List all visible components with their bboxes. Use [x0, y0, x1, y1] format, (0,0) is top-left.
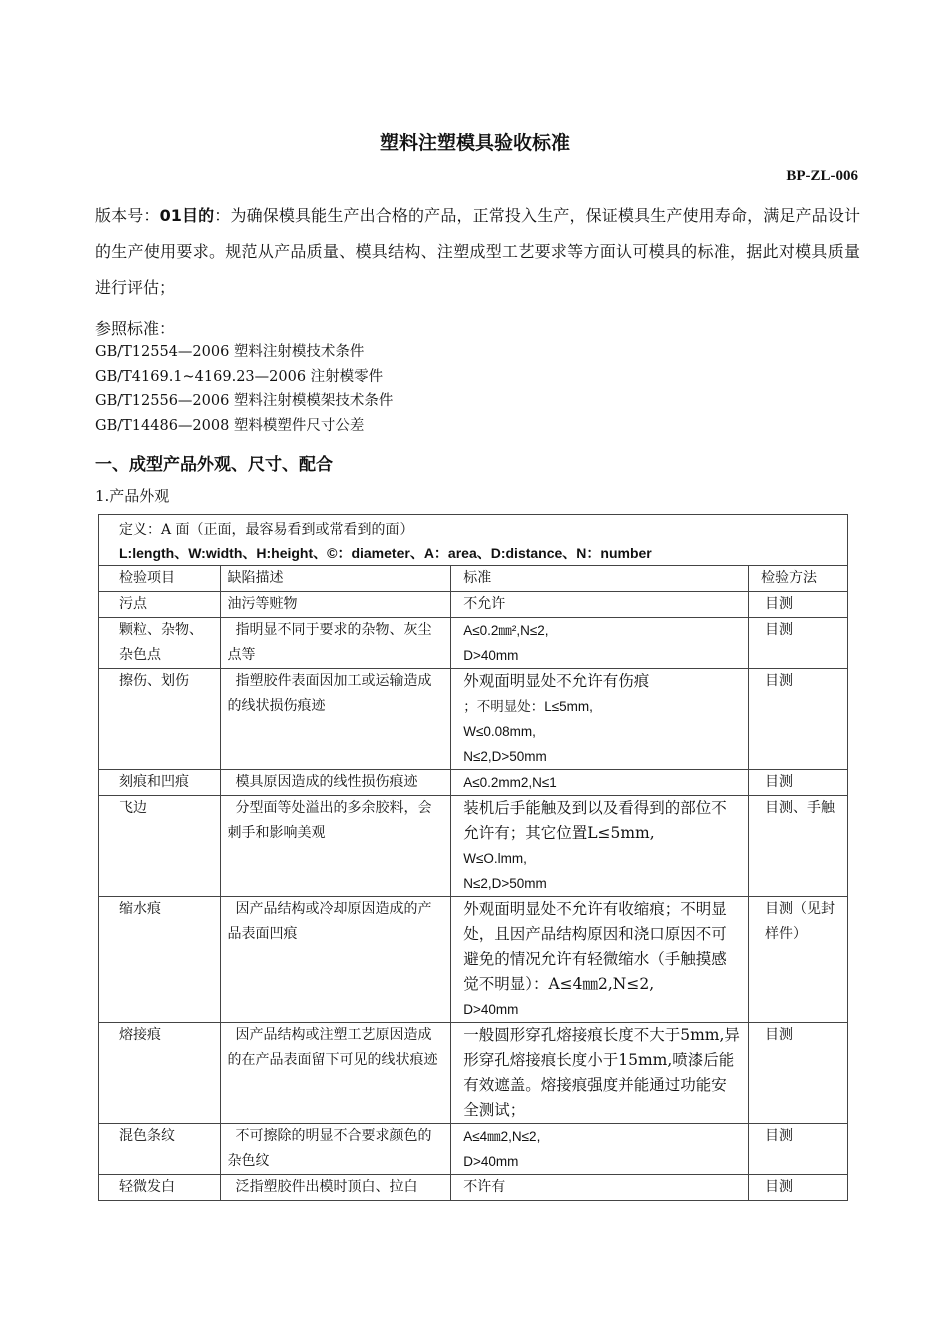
- standard-line: D>40mm: [463, 1154, 519, 1169]
- header-cell: 检验项目: [99, 566, 221, 592]
- description-cell: 分型面等处溢出的多余胶料，会刺手和影响美观: [221, 796, 451, 897]
- method-cell: 目测: [749, 1124, 848, 1175]
- item-cell: 轻微发白: [99, 1175, 221, 1201]
- subsection-heading: 1.产品外观: [95, 487, 170, 505]
- document-code: BP-ZL-006: [786, 168, 858, 184]
- standard-line: 不允许: [463, 596, 506, 612]
- table-row: [99, 618, 848, 669]
- definition-row: [99, 515, 848, 566]
- item-cell: 熔接痕: [99, 1023, 221, 1124]
- standard-cell: [451, 618, 749, 669]
- table-row: [99, 1175, 848, 1201]
- item-cell: 颗粒、杂物、杂色点: [99, 618, 221, 669]
- header-cell: 缺陷描述: [221, 566, 451, 592]
- item-cell: 污点: [99, 592, 221, 618]
- table-row: [99, 770, 848, 796]
- method-cell: 目测: [749, 770, 848, 796]
- section-heading: 一、成型产品外观、尺寸、配合: [95, 455, 333, 475]
- standard-line: 外观面明显处不允许有伤痕: [463, 672, 650, 690]
- description-cell: 指明显不同于要求的杂物、灰尘点等: [221, 618, 451, 669]
- method-cell: 目测: [749, 618, 848, 669]
- definition-line: 定义：A 面（正面，最容易看到或常看到的面）: [119, 522, 414, 538]
- reference-item: GB/T12554—2006 塑料注射模技术条件: [95, 344, 365, 360]
- standard-line: D>40mm: [463, 1002, 519, 1017]
- standard-cell: [451, 1124, 749, 1175]
- table-row: [99, 897, 848, 1023]
- standard-line: 一般圆形穿孔熔接痕长度不大于5mm,异形穿孔熔接痕长度小于15mm,喷漆后能有效遮盖。熔接痕强度并能通过功能安全测试；: [463, 1026, 740, 1119]
- standard-line: W≤O.lmm,: [463, 851, 527, 866]
- item-cell: 混色条纹: [99, 1124, 221, 1175]
- table-row: [99, 669, 848, 770]
- inspection-table: [98, 514, 848, 1201]
- standard-cell: [451, 897, 749, 1023]
- item-cell: 擦伤、划伤: [99, 669, 221, 770]
- standard-line: N≤2,D>50mm: [463, 749, 547, 764]
- standard-cell: [451, 669, 749, 770]
- table-row: [99, 592, 848, 618]
- table-row: [99, 1023, 848, 1124]
- method-cell: 目测: [749, 1023, 848, 1124]
- purpose-label: 01目的: [159, 206, 215, 225]
- item-cell: 飞边: [99, 796, 221, 897]
- standard-line: D>40mm: [463, 648, 519, 663]
- reference-heading: 参照标准：: [95, 319, 176, 338]
- standard-line: 不许有: [463, 1179, 506, 1195]
- method-cell: 目测: [749, 669, 848, 770]
- header-cell: 检验方法: [749, 566, 848, 592]
- table-row: [99, 1124, 848, 1175]
- standard-line: W≤0.08mm,: [463, 724, 536, 739]
- description-cell: 因产品结构或冷却原因造成的产品表面凹痕: [221, 897, 451, 1023]
- description-cell: 泛指塑胶件出模时顶白、拉白: [221, 1175, 451, 1201]
- standard-line: 外观面明显处不允许有收缩痕；不明显处，且因产品结构原因和浇口原因不可避免的情况允许有轻微缩水（手触摸感觉不明显）：A≤4㎜2,N≤2,: [463, 900, 727, 993]
- reference-item: GB/T14486—2008 塑料模塑件尺寸公差: [95, 417, 365, 434]
- item-cell: 缩水痕: [99, 897, 221, 1023]
- standard-line: N≤2,D>50mm: [463, 876, 547, 891]
- standard-cell: [451, 592, 749, 618]
- purpose-text: ：为确保模具能生产出合格的产品，正常投入生产，保证模具生产使用寿命，满足产品设计的生产使用要求。规范从产品质量、模具结构、注塑成型工艺要求等方面认可模具的标准，据此对模具质量进行评估；: [95, 206, 860, 297]
- standard-cell: [451, 1175, 749, 1201]
- version-label: 版本号：: [95, 206, 160, 225]
- table-row: [99, 796, 848, 897]
- description-cell: 指塑胶件表面因加工或运输造成的线状损伤痕迹: [221, 669, 451, 770]
- purpose-paragraph: [95, 198, 860, 306]
- standard-cell: [451, 796, 749, 897]
- description-cell: 不可擦除的明显不合要求颜色的杂色纹: [221, 1124, 451, 1175]
- standard-line: 装机后手能触及到以及看得到的部位不允许有；其它位置L≤5mm,: [463, 799, 727, 842]
- reference-item: GB/T12556—2006 塑料注射模模架技术条件: [95, 393, 394, 409]
- description-cell: 因产品结构或注塑工艺原因造成的在产品表面留下可见的线状痕迹: [221, 1023, 451, 1124]
- method-cell: 目测: [749, 1175, 848, 1201]
- header-cell: 标准: [451, 566, 749, 592]
- table-header-row: [99, 566, 848, 592]
- method-cell: 目测、手触: [749, 796, 848, 897]
- standard-line: ；不明显处：L≤5mm,: [463, 699, 593, 714]
- method-cell: 目测: [749, 592, 848, 618]
- standard-line: A≤0.2㎜²,N≤2,: [463, 623, 549, 638]
- reference-list: [95, 340, 393, 438]
- method-cell: 目测（见封样件）: [749, 897, 848, 1023]
- page-title: 塑料注塑模具验收标准: [379, 132, 570, 154]
- reference-item: GB/T4169.1~4169.23—2006 注射模零件: [95, 368, 384, 385]
- description-cell: 油污等赃物: [221, 592, 451, 618]
- description-cell: 模具原因造成的线性损伤痕迹: [221, 770, 451, 796]
- abbreviation-line: L:length、W:width、H:height、©：diameter、A：area、D:distance、N：number: [119, 545, 652, 561]
- standard-line: A≤4㎜2,N≤2,: [463, 1129, 541, 1144]
- standard-line: A≤0.2mm2,N≤1: [463, 775, 557, 790]
- standard-cell: [451, 770, 749, 796]
- item-cell: 刻痕和凹痕: [99, 770, 221, 796]
- standard-cell: [451, 1023, 749, 1124]
